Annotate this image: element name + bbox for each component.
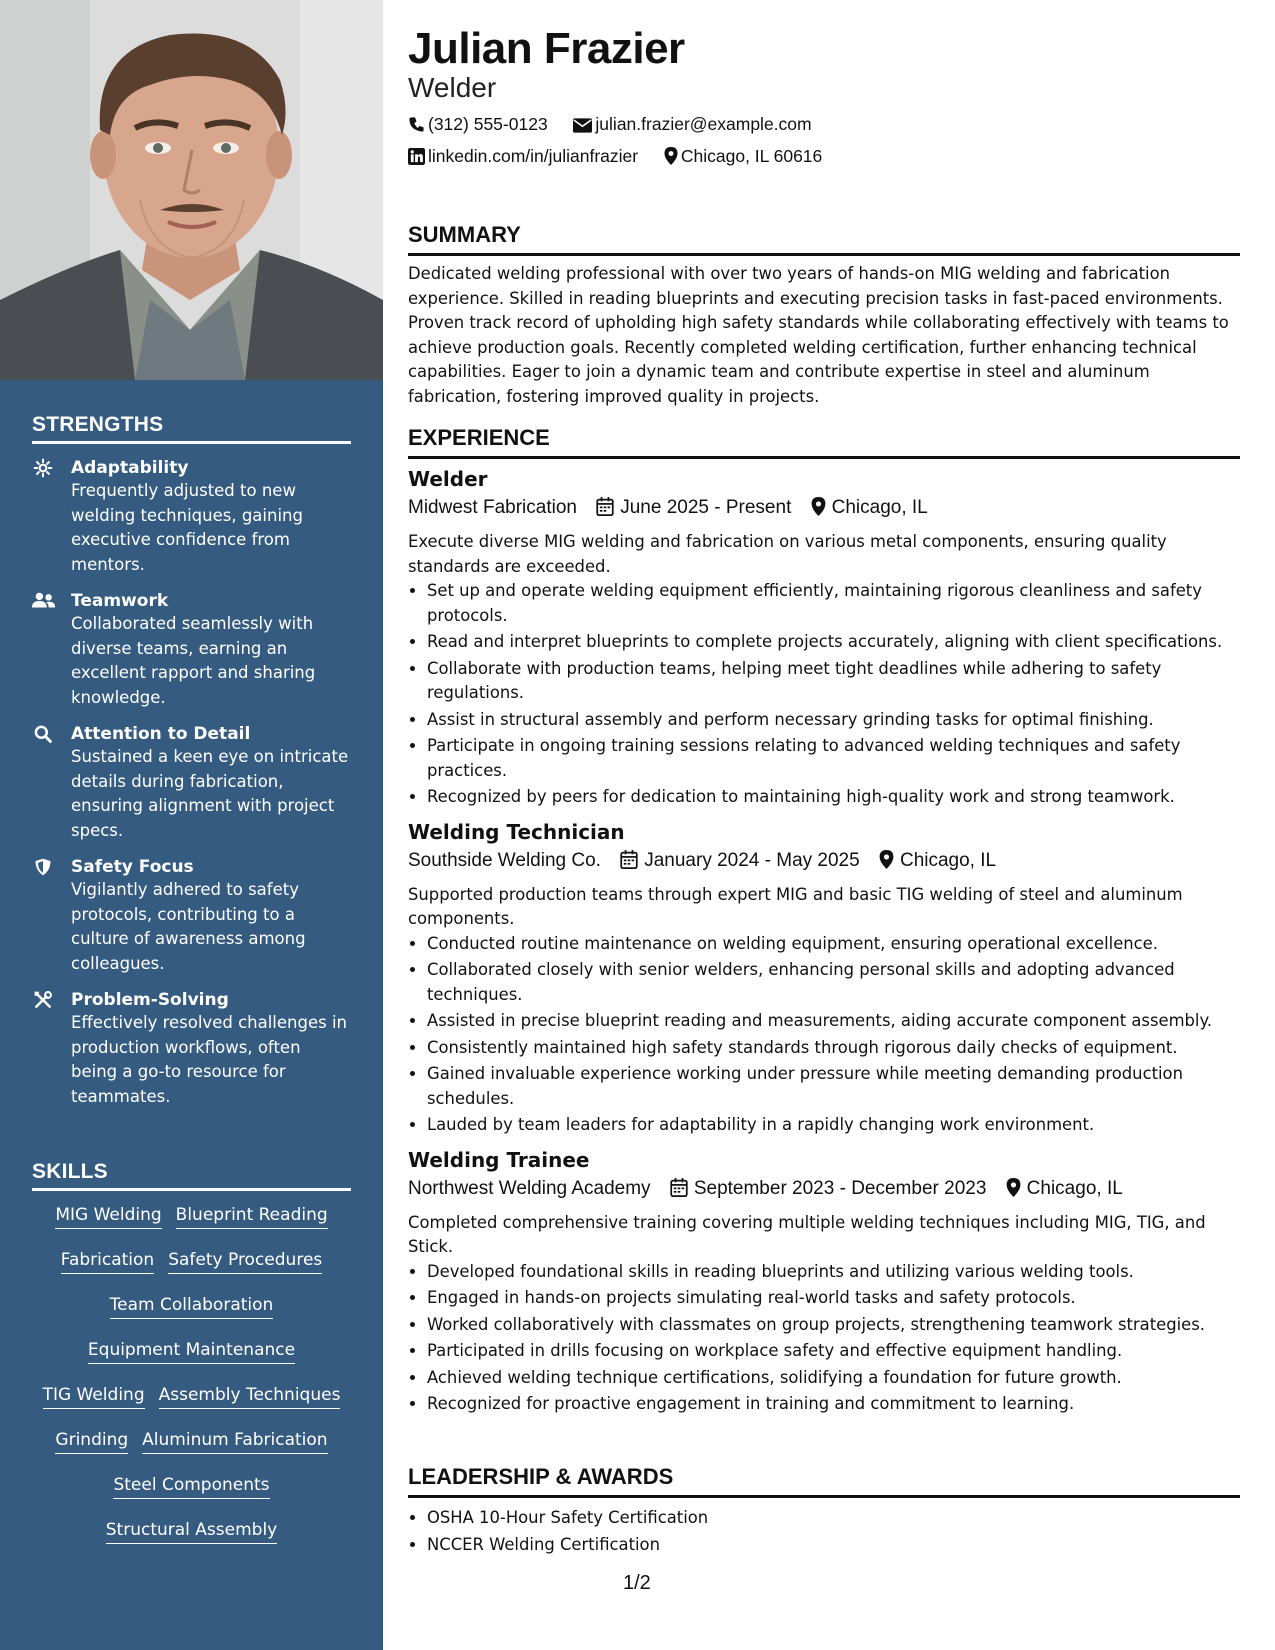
skill-tag: TIG Welding	[43, 1385, 145, 1409]
strength-title: Teamwork	[71, 591, 169, 611]
list-item: • Participated in drills focusing on workplace safety and effective equipment handling.	[427, 1339, 1240, 1364]
summary-heading: SUMMARY	[408, 222, 1240, 256]
list-item: • Developed foundational skills in reading blueprints and utilizing various welding tools.	[427, 1260, 1240, 1285]
job-bullets	[408, 1260, 1240, 1417]
skill-tag: Equipment Maintenance	[88, 1340, 295, 1364]
job-title: Welder	[408, 467, 488, 491]
experience-section	[408, 425, 1240, 1419]
list-item: • Engaged in hands-on projects simulating real-world tasks and safety protocols.	[427, 1286, 1240, 1311]
job-location: Chicago, IL	[899, 849, 997, 871]
list-item: • Consistently maintained high safety standards through rigorous daily checks of equipment.	[427, 1036, 1240, 1061]
job-meta	[408, 850, 1240, 875]
candidate-role: Welder	[408, 72, 497, 103]
location-pin-icon	[879, 850, 894, 875]
job-entry	[408, 1148, 1240, 1417]
contact-row	[408, 146, 822, 170]
location-pin-icon	[811, 497, 826, 522]
list-item: • OSHA 10-Hour Safety Certification	[427, 1506, 1240, 1531]
list-item: • Collaborated closely with senior welders, enhancing personal skills and adopting advanced techniques.	[427, 958, 1240, 1007]
gear-icon	[32, 458, 54, 478]
strength-item	[32, 723, 351, 843]
list-item: • Participate in ongoing training sessions relating to advanced welding techniques and safety practices.	[427, 734, 1240, 783]
strength-title: Problem-Solving	[71, 990, 229, 1010]
job-company: Southside Welding Co.	[408, 849, 601, 871]
job-meta	[408, 1178, 1240, 1203]
strength-desc: Sustained a keen eye on intricate details during fabrication, ensuring alignment with project specs.	[71, 747, 349, 840]
list-item: • Collaborate with production teams, helping meet tight deadlines while adhering to safety regulations.	[427, 657, 1240, 706]
list-item: • Read and interpret blueprints to complete projects accurately, aligning with client specifications.	[427, 630, 1240, 655]
skills-list	[32, 1205, 351, 1565]
awards-list	[408, 1506, 1240, 1557]
strengths-heading: STRENGTHS	[32, 413, 351, 444]
location-pin-icon	[1006, 1178, 1021, 1203]
skill-tag: Structural Assembly	[106, 1520, 277, 1544]
strength-desc: Vigilantly adhered to safety protocols, contributing to a culture of awareness among colleagues.	[71, 880, 306, 973]
contact-row	[408, 114, 812, 138]
skill-tag: Steel Components	[113, 1475, 269, 1499]
summary-text: Dedicated welding professional with over two years of hands-on MIG welding and fabrication experience. Skilled in reading blueprints and executing precision tasks in fast-paced environments. Proven track record of upholding high safety standards while collaborating effectively with teams to achieve production goals. Recently completed welding certification, further enhancing technical capabilities. Eager to join a dynamic team and contribute expertise in steel and aluminum fabrication, fostering improved quality in projects.	[408, 264, 1229, 406]
skill-tag: Grinding	[55, 1430, 128, 1454]
list-item: • NCCER Welding Certification	[427, 1533, 1240, 1558]
skill-tag: Blueprint Reading	[176, 1205, 328, 1229]
strength-title: Safety Focus	[71, 857, 194, 877]
tools-icon	[32, 990, 54, 1010]
job-title: Welding Technician	[408, 819, 625, 844]
awards-section	[408, 1464, 1240, 1559]
job-location: Chicago, IL	[1026, 1177, 1123, 1199]
list-item: • Gained invaluable experience working under pressure while meeting demanding production schedules.	[427, 1062, 1240, 1111]
profile-photo	[0, 0, 383, 380]
skill-tag: MIG Welding	[55, 1205, 161, 1229]
calendar-icon	[596, 497, 614, 522]
list-item: • Assisted in precise blueprint reading and measurements, aiding accurate component assembly.	[427, 1009, 1240, 1034]
list-item: • Recognized by peers for dedication to maintaining high-quality work and strong teamwork.	[427, 785, 1240, 810]
strength-desc: Frequently adjusted to new welding techniques, gaining executive confidence from mentors.	[71, 481, 303, 574]
list-item: • Recognized for proactive engagement in training and commitment to learning.	[427, 1392, 1240, 1417]
strength-item	[32, 590, 351, 710]
job-description: Execute diverse MIG welding and fabrication on various metal components, ensuring quality standards are exceeded.	[408, 532, 1167, 576]
page-number: 1/2	[623, 1572, 651, 1594]
phone-text: (312) 555-0123	[428, 114, 548, 134]
strength-item	[32, 989, 351, 1109]
job-dates: June 2025 - Present	[620, 497, 792, 518]
list-item: • Set up and operate welding equipment efficiently, maintaining rigorous cleanliness and safety protocols.	[427, 579, 1240, 628]
skills-heading: SKILLS	[32, 1160, 351, 1191]
awards-heading: LEADERSHIP & AWARDS	[408, 1464, 1240, 1498]
strength-item	[32, 457, 351, 577]
job-meta	[408, 497, 1240, 522]
linkedin-link[interactable]: linkedin.com/in/julianfrazier	[428, 146, 639, 166]
experience-heading: EXPERIENCE	[408, 425, 1240, 459]
skill-tag: Assembly Techniques	[159, 1385, 341, 1409]
strength-desc: Collaborated seamlessly with diverse teams, earning an excellent rapport and sharing knowledge.	[71, 614, 316, 707]
strength-item	[32, 856, 351, 976]
job-company: Midwest Fabrication	[408, 497, 577, 518]
skill-tag: Fabrication	[61, 1250, 154, 1274]
summary-section	[408, 222, 1240, 409]
job-description: Completed comprehensive training covering multiple welding techniques including MIG, TIG, and Stick.	[408, 1212, 1206, 1256]
job-description: Supported production teams through expert MIG and basic TIG welding of steel and aluminum components.	[408, 884, 1183, 928]
list-item: • Assist in structural assembly and perform necessary grinding tasks for optimal finishing.	[427, 708, 1240, 733]
sidebar	[0, 0, 383, 1650]
skill-tag: Safety Procedures	[168, 1250, 322, 1274]
list-item: • Conducted routine maintenance on welding equipment, ensuring operational excellence.	[427, 932, 1240, 957]
calendar-icon	[620, 850, 638, 875]
email-icon	[573, 117, 592, 138]
job-dates: September 2023 - December 2023	[693, 1177, 987, 1199]
job-location: Chicago, IL	[831, 497, 928, 518]
shield-icon	[32, 857, 54, 877]
search-icon	[32, 724, 54, 744]
users-icon	[32, 591, 54, 611]
skills-section	[32, 1160, 351, 1565]
location-pin-icon	[664, 147, 678, 170]
candidate-name: Julian Frazier	[408, 24, 685, 73]
portrait-image	[0, 0, 383, 380]
skill-tag: Aluminum Fabrication	[142, 1430, 327, 1454]
list-item: • Worked collaboratively with classmates on group projects, strengthening teamwork strategies.	[427, 1313, 1240, 1338]
job-dates: January 2024 - May 2025	[644, 849, 860, 871]
job-company: Northwest Welding Academy	[408, 1177, 651, 1199]
location-text: Chicago, IL 60616	[680, 146, 823, 166]
email-link[interactable]: julian.frazier@example.com	[595, 114, 812, 134]
job-entry	[408, 467, 1240, 810]
calendar-icon	[670, 1178, 688, 1203]
skill-tag: Team Collaboration	[110, 1295, 274, 1319]
strengths-section	[32, 413, 351, 1109]
job-bullets	[408, 932, 1240, 1138]
job-bullets	[408, 579, 1240, 810]
job-title: Welding Trainee	[408, 1147, 590, 1172]
strength-title: Adaptability	[71, 458, 189, 478]
list-item: • Lauded by team leaders for adaptability in a rapidly changing work environment.	[427, 1113, 1240, 1138]
strength-title: Attention to Detail	[71, 724, 251, 744]
strength-desc: Effectively resolved challenges in production workflows, often being a go-to resource for teammates.	[71, 1013, 347, 1106]
linkedin-icon	[408, 148, 425, 170]
list-item: • Achieved welding technique certifications, solidifying a foundation for future growth.	[427, 1366, 1240, 1391]
job-entry	[408, 820, 1240, 1138]
phone-icon	[408, 116, 425, 138]
